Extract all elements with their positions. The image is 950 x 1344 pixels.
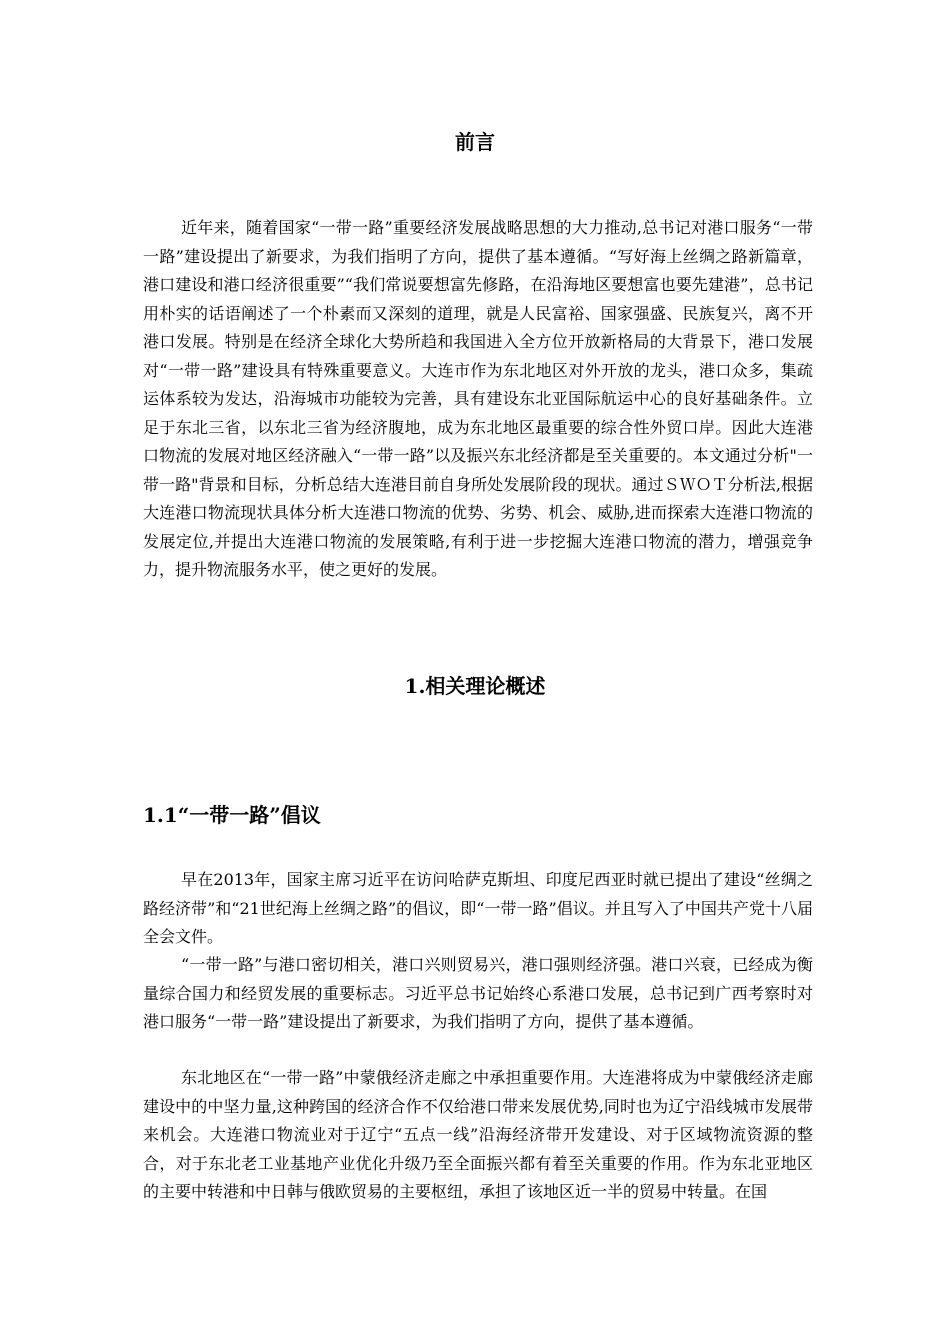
preface-paragraph: 近年来，随着国家“一带一路”重要经济发展战略思想的大力推动,总书记对港口服务“一带一路”建设提出了新要求，为我们指明了方向，提供了基本遵循。“写好海上丝绸之路新篇章，港口建设和港口经济很重要”“我们常说要想富先修路，在沿海地区要想富也要先建港”，总书记用朴实的话语阐述了一个朴素而又深刻的道理，就是人民富裕、国家强盛、民族复兴，离不开港口发展。特别是在经济全球化大势所趋和我国进入全方位开放新格局的大背景下，港口发展对“一带一路”建设具有特殊重要意义。大连市作为东北地区对外开放的龙头，港口众多，集疏运体系较为发达，沿海城市功能较为完善，具有建设东北亚国际航运中心的良好基础条件。立足于东北三省，以东北三省为经济腹地，成为东北地区最重要的综合性外贸口岸。因此大连港口物流的发展对地区经济融入“一带一路”以及振兴东北经济都是至关重要的。本文通过分析"一带一路"背景和目标，分析总结大连港目前自身所处发展阶段的现状。通过ＳＷＯＴ分析法,根据大连港口物流现状具体分析大连港口物流的优势、劣势、机会、威胁,进而探索大连港口物流的发展定位,并提出大连港口物流的发展策略,有利于进一步挖掘大连港口物流的潜力，增强竞争力，提升物流服务水平，使之更好的发展。 [143, 218, 813, 579]
body-paragraph: 东北地区在“一带一路”中蒙俄经济走廊之中承担重要作用。大连港将成为中蒙俄经济走廊建设中的中坚力量,这种跨国的经济合作不仅给港口带来发展优势,同时也为辽宁沿线城市发展带来机会。大连港口物流业对于辽宁“五点一线”沿海经济带开发建设、对于区域物流资源的整合，对于东北老工业基地产业优化升级乃至全面振兴都有着至关重要的作用。作为东北亚地区的主要中转港和中日韩与俄欧贸易的主要枢纽，承担了该地区近一半的贸易中转量。在国 [143, 1068, 813, 1201]
body-paragraph: 早在2013年，国家主席习近平在访问哈萨克斯坦、印度尼西亚时就已提出了建设“丝绸之路经济带”和“21世纪海上丝绸之路”的倡议，即“一带一路”倡议。并且写入了中国共产党十八届全会文件。 [143, 870, 813, 946]
body-paragraph: “一带一路”与港口密切相关，港口兴则贸易兴，港口强则经济强。港口兴衰，已经成为衡量综合国力和经贸发展的重要标志。习近平总书记始终心系港口发展，总书记到广西考察时对港口服务“一带一路”建设提出了新要求，为我们指明了方向，提供了基本遵循。 [143, 955, 813, 1031]
section-title: 1.相关理论概述 [404, 674, 546, 698]
subsection-title: 1.1“一带一路”倡议 [143, 803, 321, 827]
preface-title: 前言 [455, 130, 495, 154]
